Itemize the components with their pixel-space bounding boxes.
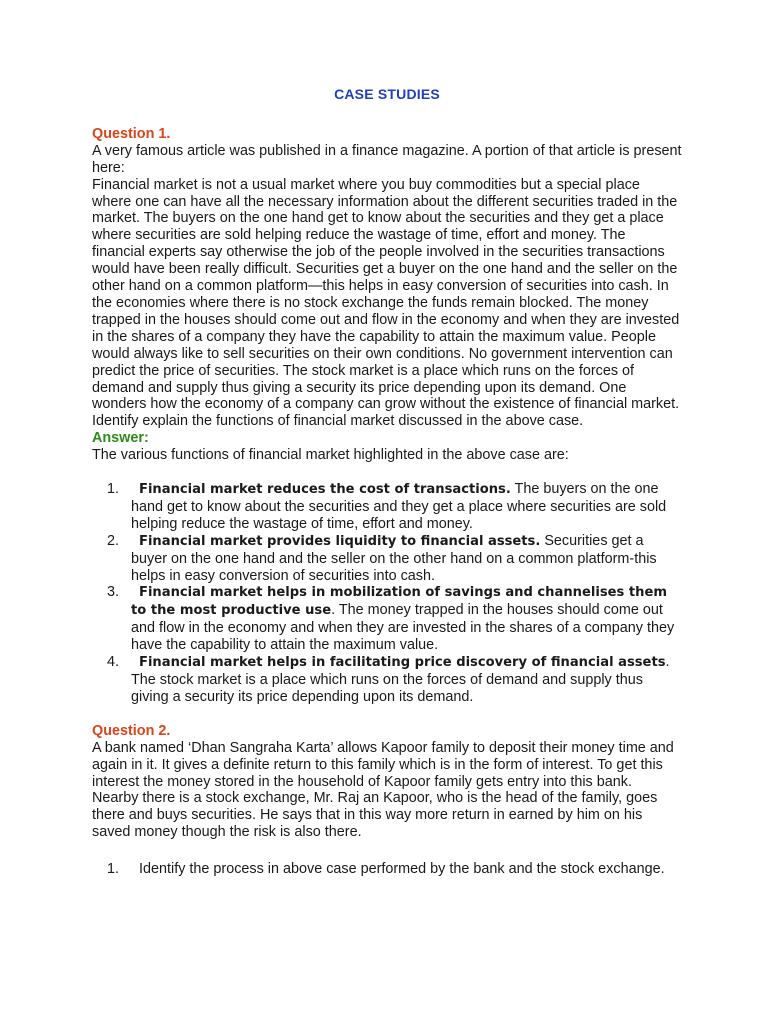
answer-label: Answer: [92,430,149,447]
answer-item-lead: Financial market helps in facilitating price discovery of financial assets [139,655,666,671]
answer-item-number: 1. [107,481,120,498]
answer-item-lead: Financial market reduces the cost of transactions. [139,482,511,498]
page-title: CASE STUDIES [334,86,440,102]
question-2-item [92,861,682,878]
question-1-label: Question 1. [92,125,171,142]
question-2-label: Question 2. [92,722,171,739]
answer-item [92,481,682,533]
question-2-item-number: 1. [107,861,120,878]
answer-item-lead: Financial market provides liquidity to financial assets. [139,533,541,549]
answer-item-number: 4. [107,654,120,671]
answer-intro: The various functions of financial market highlighted in the above case are: [92,447,569,464]
question-2-section [92,723,682,878]
answer-item-text: The buyers on the one hand get to know about the securities and they get a place where securities are sold helping reduce the wastage of time, effort and money. [131,481,667,532]
answer-item-text: . The money trapped in the houses should come out and flow in the economy and when they are invested in the shares of a company they have the capability to attain the maximum value. [131,602,675,654]
question-1-body: Financial market is not a usual market where you buy commodities but a special place where one can have all the necessary information about the different securities traded in the market. The buyers on the one hand get to know about the securities and they get a place where securities are sold helping reduce the wastage of time, effort and money. The financial experts say otherwise the job of the people involved in the securities transactions would have been really difficult. Securities get a buyer on the one hand and the seller on the other hand on a common platform—this helps in easy conversion of securities into cash. In the economies where there is no stock exchange the funds remain blocked. The money trapped in the houses should come out and flow in the economy and when they are invested in the shares of a company they have the capability to attain the maximum value. People would always like to sell securities on their own conditions. No government intervention can predict the price of securities. The stock market is a place which runs on the forces of demand and supply thus giving a security its price depending upon its demand. One wonders how the economy of a company can grow without the existence of financial market. Identify explain the functions of financial market discussed in the above case. [92,176,680,430]
question-2-body: A bank named ‘Dhan Sangraha Karta’ allows Kapoor family to deposit their money time and again in it. It gives a definite return to this family which is in the form of interest. To get this interest the money stored in the household of Kapoor family gets entry into this bank. Nearby there is a stock exchange, Mr. Raj an Kapoor, who is the head of the family, goes there and buys securities. He says that in this way more return in earned by him on his saved money though the risk is also there. [92,739,674,841]
answer-item-number: 3. [107,584,120,601]
answer-item-text: Securities get a buyer on the one hand and the seller on the other hand on a common platform-this helps in easy conversion of securities into cash. [131,532,657,584]
document-page [92,86,682,895]
answer-item [92,584,682,654]
answer-item-text: . The stock market is a place which runs on the forces of demand and supply thus giving a security its price depending upon its demand. [131,654,670,705]
answer-item-number: 2. [107,532,120,549]
question-1-section [92,126,682,706]
answer-item [92,533,682,585]
answer-item-lead: Financial market helps in mobilization of savings and channelises them to the most productive use [131,585,667,619]
question-2-list [92,861,682,878]
question-2-item-text: Identify the process in above case performed by the bank and the stock exchange. [139,861,665,878]
question-1-intro: A very famous article was published in a finance magazine. A portion of that article is present here: [92,142,682,176]
answer-list [92,481,682,706]
answer-item [92,654,682,706]
